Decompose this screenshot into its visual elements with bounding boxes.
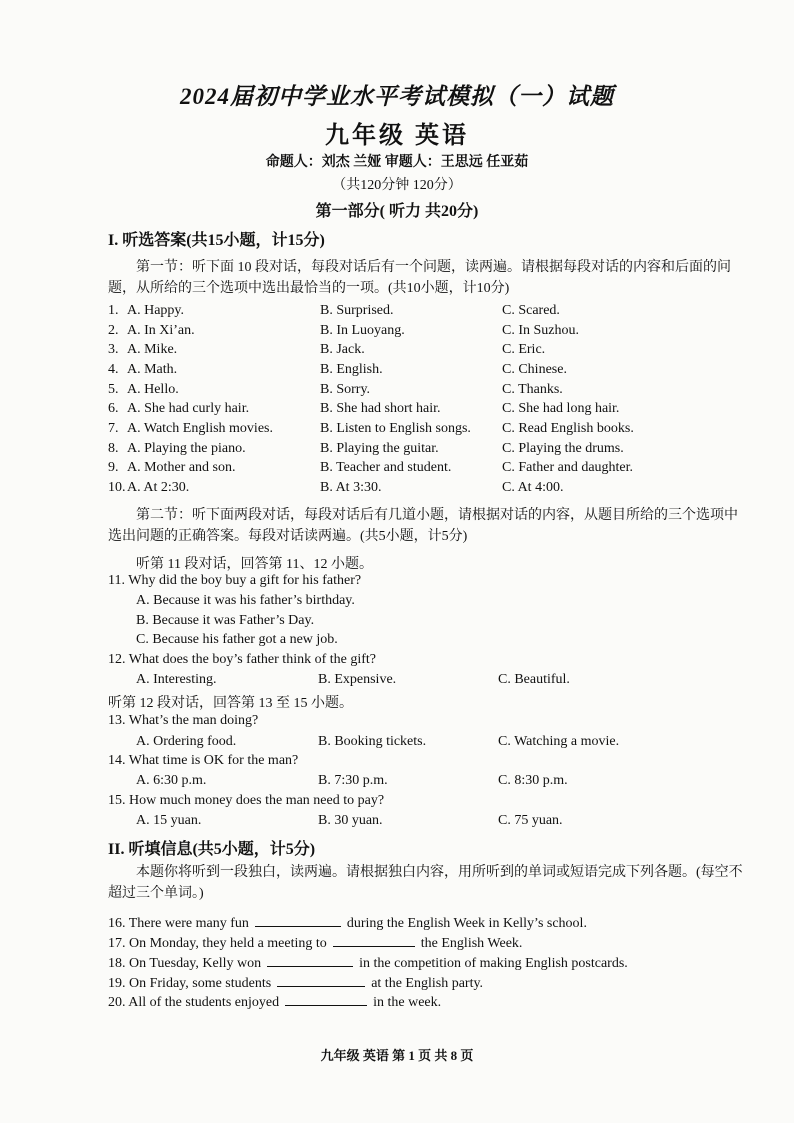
option-b: B. Jack.	[320, 342, 365, 357]
fill-item-18: 18. On Tuesday, Kelly won in the competition of making English postcards.	[108, 952, 628, 972]
option-b: B. In Luoyang.	[320, 323, 405, 338]
option-c: C. In Suzhou.	[502, 323, 579, 338]
option-a: A. She had curly hair.	[127, 401, 250, 416]
option-a: A. Hello.	[127, 382, 179, 397]
dialog-12-intro: 听第 12 段对话，回答第 13 至 15 小题。	[108, 696, 353, 711]
option-b: B. Listen to English songs.	[320, 421, 471, 436]
exam-subject: 九年级 英语	[325, 123, 469, 149]
section1-part1-instructions: 第一节：听下面 10 段对话，每段对话后有一个问题，读两遍。请根据每段对话的内容和后面的问题，从所给的三个选项中选出最恰当的一项。(共10小题，计10分)	[108, 260, 731, 296]
option-a: A. Mike.	[127, 342, 178, 357]
exam-time-score: （共120分钟 120分）	[332, 178, 462, 193]
question-number: 7.	[108, 421, 119, 436]
fill-item-20: 20. All of the students enjoyed in the week.	[108, 991, 441, 1011]
option-a: A. Math.	[127, 362, 178, 377]
question-number: 5.	[108, 382, 119, 397]
option-b: B. 7:30 p.m.	[318, 773, 388, 788]
option-a: A. 6:30 p.m.	[136, 773, 207, 788]
question-15: 15. How much money does the man need to pay?	[108, 793, 385, 808]
option-c: C. Watching a movie.	[498, 734, 620, 749]
question-number: 8.	[108, 441, 119, 456]
question-13: 13. What’s the man doing?	[108, 713, 259, 728]
option-b: B. Sorry.	[320, 382, 371, 397]
question-number: 9.	[108, 460, 119, 475]
option-b: B. At 3:30.	[320, 480, 382, 495]
option-b: B. Booking tickets.	[318, 734, 427, 749]
question-number: 10.	[108, 480, 126, 495]
option-b: B. She had short hair.	[320, 401, 441, 416]
option-c: C. Thanks.	[502, 382, 563, 397]
option-c: C. Eric.	[502, 342, 546, 357]
option-c: C. Scared.	[502, 303, 560, 318]
option-b: B. Expensive.	[318, 672, 397, 687]
question-number: 6.	[108, 401, 119, 416]
option-b: B. Playing the guitar.	[320, 441, 439, 456]
question-number: 1.	[108, 303, 119, 318]
option-c: C. 75 yuan.	[498, 813, 563, 828]
dialog-11-intro: 听第 11 段对话，回答第 11、12 小题。	[136, 557, 373, 572]
option-c: C. Read English books.	[502, 421, 634, 436]
option-a: A. Watch English movies.	[127, 421, 273, 436]
answer-blank[interactable]	[277, 972, 365, 987]
option-a: A. Playing the piano.	[127, 441, 246, 456]
part-one-heading: 第一部分( 听力 共20分)	[315, 203, 479, 220]
fill-item-17: 17. On Monday, they held a meeting to the English Week.	[108, 932, 522, 952]
option-a: A. Happy.	[127, 303, 185, 318]
fill-item-16: 16. There were many fun during the English Week in Kelly’s school.	[108, 912, 587, 932]
option-c: C. Father and daughter.	[502, 460, 634, 475]
section1-part2-instructions: 第二节：听下面两段对话，每段对话后有几道小题，请根据对话的内容，从题目所给的三个选项中选出问题的正确答案。每段对话读两遍。(共5小题，计5分)	[108, 508, 738, 544]
option-a: A. In Xi’an.	[127, 323, 195, 338]
option-c: C. Playing the drums.	[502, 441, 624, 456]
option-b: B. Surprised.	[320, 303, 394, 318]
question-11: 11. Why did the boy buy a gift for his father?	[108, 573, 362, 588]
option-a: A. At 2:30.	[127, 480, 190, 495]
section1-heading: I. 听选答案(共15小题，计15分)	[108, 232, 325, 249]
answer-blank[interactable]	[255, 912, 341, 927]
option-c: C. Beautiful.	[498, 672, 570, 687]
q11-option-c: C. Because his father got a new job.	[136, 632, 338, 647]
option-a: A. Mother and son.	[127, 460, 236, 475]
answer-blank[interactable]	[267, 952, 353, 967]
answer-blank[interactable]	[285, 991, 367, 1006]
section2-instructions: 本题你将听到一段独白，读两遍。请根据独白内容，用所听到的单词或短语完成下列各题。(每空不超过三个单词。)	[108, 865, 743, 901]
exam-authors: 命题人：刘杰 兰娅 审题人：王思远 任亚茹	[265, 155, 529, 170]
option-a: A. Ordering food.	[136, 734, 237, 749]
question-12: 12. What does the boy’s father think of the gift?	[108, 652, 377, 667]
option-c: C. She had long hair.	[502, 401, 620, 416]
question-number: 2.	[108, 323, 119, 338]
question-14: 14. What time is OK for the man?	[108, 753, 299, 768]
question-number: 4.	[108, 362, 119, 377]
answer-blank[interactable]	[333, 932, 415, 947]
section2-heading: II. 听填信息(共5小题，计5分)	[108, 841, 316, 858]
option-b: B. 30 yuan.	[318, 813, 383, 828]
option-c: C. 8:30 p.m.	[498, 773, 568, 788]
option-b: B. Teacher and student.	[320, 460, 452, 475]
exam-title: 2024届初中学业水平考试模拟（一）试题	[180, 84, 614, 109]
q11-option-b: B. Because it was Father’s Day.	[136, 613, 315, 628]
option-a: A. 15 yuan.	[136, 813, 202, 828]
option-a: A. Interesting.	[136, 672, 217, 687]
option-c: C. At 4:00.	[502, 480, 564, 495]
option-c: C. Chinese.	[502, 362, 567, 377]
page-footer: 九年级 英语 第 1 页 共 8 页	[320, 1048, 474, 1063]
fill-item-19: 19. On Friday, some students at the English party.	[108, 972, 483, 992]
q11-option-a: A. Because it was his father’s birthday.	[136, 593, 355, 608]
option-b: B. English.	[320, 362, 383, 377]
question-number: 3.	[108, 342, 119, 357]
